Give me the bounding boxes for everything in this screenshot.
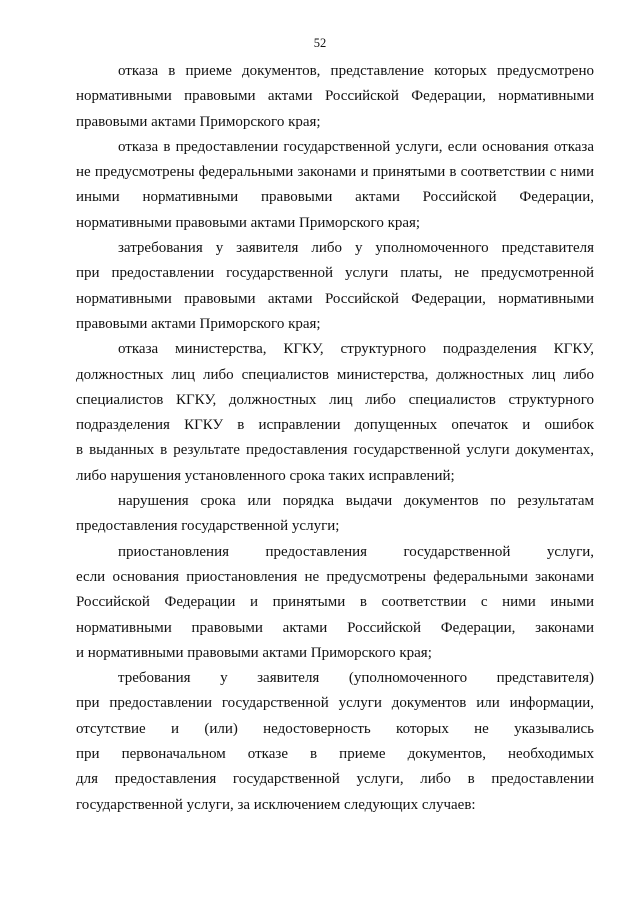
paragraph <box>76 666 594 818</box>
text-line: нарушения срока или порядка выдачи документов по результатам <box>118 493 594 510</box>
text-line: либо нарушения установленного срока таких исправлений; <box>76 467 455 484</box>
text-line: должностных лиц либо специалистов министерства, должностных лиц либо <box>76 366 594 383</box>
text-line: правовыми актами Приморского края; <box>76 113 321 130</box>
text-line: отказа министерства, КГКУ, структурного подразделения КГКУ, <box>118 341 594 358</box>
paragraph <box>76 337 594 489</box>
text-line: для предоставления государственной услуги, либо в предоставлении <box>76 771 594 788</box>
text-line: отказа в предоставлении государственной услуги, если основания отказа <box>118 138 594 155</box>
paragraph <box>76 489 594 540</box>
text-line: приостановления предоставления государственной услуги, <box>118 543 594 560</box>
text-line: специалистов КГКУ, должностных лиц либо специалистов структурного <box>76 391 594 408</box>
text-line: предоставления государственной услуги; <box>76 518 340 535</box>
text-line: затребования у заявителя либо у уполномоченного представителя <box>118 240 594 257</box>
paragraph <box>76 59 594 135</box>
text-line: нормативными правовыми актами Российской Федерации, нормативными <box>76 88 594 105</box>
text-line: правовыми актами Приморского края; <box>76 315 321 332</box>
paragraph <box>76 135 594 236</box>
text-line: отказа в приеме документов, представление которых предусмотрено <box>118 63 594 79</box>
paragraph <box>76 540 594 666</box>
text-line: нормативными правовыми актами Приморского края; <box>76 214 421 231</box>
document-body <box>76 59 594 818</box>
paragraph <box>76 236 594 337</box>
page-number: 52 <box>313 36 327 50</box>
text-line: отсутствие и (или) недостоверность которых не указывались <box>76 720 594 737</box>
text-line: Российской Федерации и принятыми в соответствии с ними иными <box>76 594 594 611</box>
text-line: государственной услуги, за исключением следующих случаев: <box>76 796 476 813</box>
text-line: подразделения КГКУ в исправлении допущенных опечаток и ошибок <box>76 417 594 434</box>
text-line: при предоставлении государственной услуги документов или информации, <box>76 695 594 712</box>
text-line: и нормативными правовыми актами Приморского края; <box>76 644 432 661</box>
text-line: в выданных в результате предоставления государственной услуги документах, <box>76 442 594 459</box>
text-line: нормативными правовыми актами Российской Федерации, законами <box>76 619 594 636</box>
text-line: при первоначальном отказе в приеме документов, необходимых <box>76 746 594 763</box>
text-line: не предусмотрены федеральными законами и принятыми в соответствии с ними <box>76 164 594 181</box>
text-line: требования у заявителя (уполномоченного представителя) <box>118 670 594 687</box>
text-line: иными нормативными правовыми актами Российской Федерации, <box>76 189 594 206</box>
text-line: нормативными правовыми актами Российской Федерации, нормативными <box>76 290 594 307</box>
text-line: если основания приостановления не предусмотрены федеральными законами <box>76 568 594 585</box>
text-line: при предоставлении государственной услуги платы, не предусмотренной <box>76 265 594 282</box>
